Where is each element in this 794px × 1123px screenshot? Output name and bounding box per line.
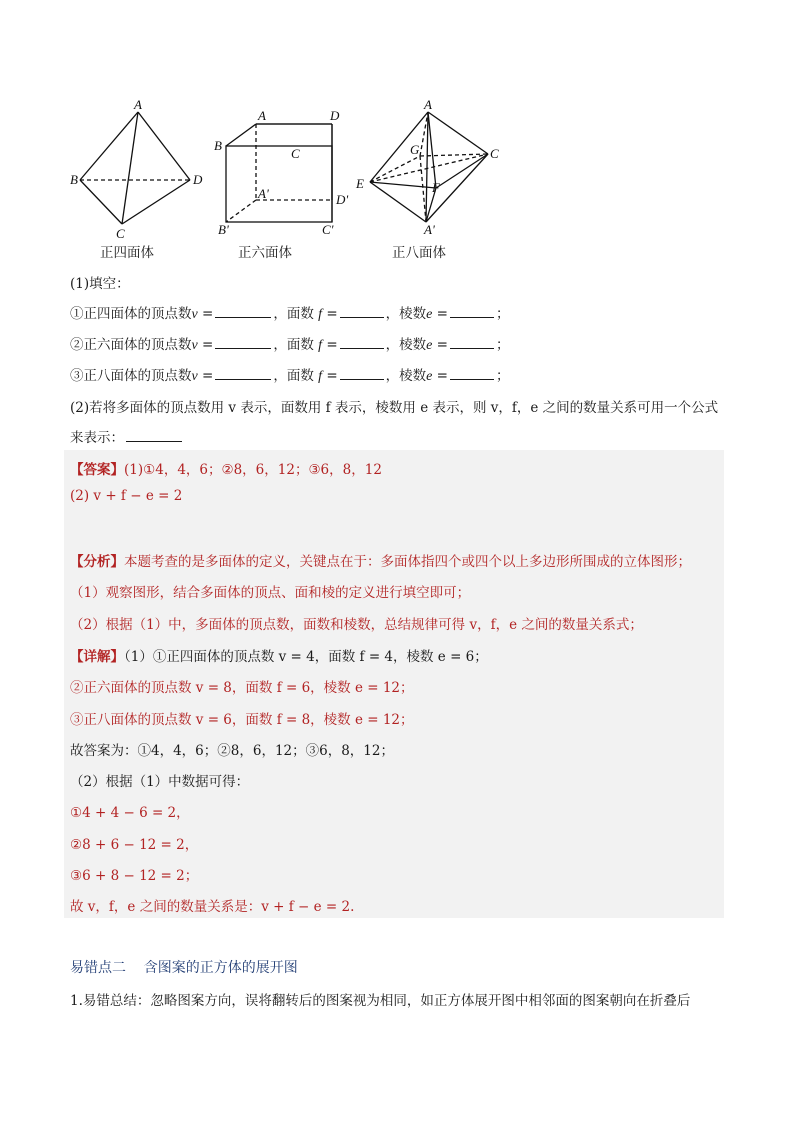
- answer-blank[interactable]: [450, 367, 494, 380]
- eq-sign: =: [436, 337, 448, 353]
- q1-row-2-prefix: ②正六面体的顶点数: [70, 337, 192, 353]
- tetra-label-d: D: [193, 172, 203, 187]
- q1-row-1-end: ；: [495, 306, 510, 322]
- analysis-line-1: [70, 550, 691, 570]
- detail-line-3: ③正八面体的顶点数 v = 6，面数 f = 8，棱数 e = 12；: [70, 712, 414, 728]
- octa-label-e: E: [356, 176, 364, 191]
- q1-row-3: [70, 364, 509, 385]
- var-f: f: [318, 307, 323, 322]
- var-v: v: [191, 307, 198, 322]
- q1-row-2-mid1: ，面数: [273, 337, 314, 353]
- detail-line-7: ②8 + 6 − 12 = 2，: [70, 837, 199, 853]
- analysis-text-1: 本题考查的是多面体的定义，关键点在于：多面体指四个或四个以上多边形所围成的立体图形；: [124, 554, 691, 570]
- answer-blank[interactable]: [450, 336, 494, 349]
- answer-blank[interactable]: [215, 305, 271, 318]
- var-e: e: [426, 307, 433, 322]
- answer-blank[interactable]: [215, 367, 271, 380]
- octa-label-a-prime: A': [424, 222, 435, 237]
- answer-blank[interactable]: [126, 429, 182, 442]
- cube-figure: [226, 124, 332, 222]
- detail-line-4: 故答案为：①4，4，6；②8，6，12；③6，8，12；: [70, 743, 394, 759]
- var-e: e: [426, 338, 433, 353]
- detail-line-5: （2）根据（1）中数据可得：: [70, 774, 250, 790]
- detail-line-6: ①4 + 4 − 6 = 2，: [70, 805, 190, 821]
- detail-line-1: [70, 645, 488, 665]
- cube-label-c-prime: C': [322, 222, 334, 237]
- detail-line-9: 故 v，f，e 之间的数量关系是：v + f − e = 2.: [70, 899, 355, 915]
- cube-label-a: A: [258, 108, 266, 123]
- answer-blank[interactable]: [340, 305, 384, 318]
- octa-label-f: F: [432, 180, 440, 195]
- eq-sign: =: [326, 337, 338, 353]
- answer-line-2: (2) v + f − e = 2: [70, 488, 183, 504]
- cube-label-a-prime: A': [258, 186, 269, 201]
- cube-label-b: B: [214, 138, 222, 153]
- analysis-line-3: （2）根据（1）中，多面体的顶点数，面数和棱数，总结规律可得 v，f，e 之间的数量关系式；: [70, 617, 643, 633]
- summary-line: 1.易错总结：忽略图案方向，误将翻转后的图案视为相同，如正方体展开图中相邻面的图案朝向在折叠后: [70, 993, 691, 1009]
- eq-sign: =: [436, 306, 448, 322]
- answer-blank[interactable]: [450, 305, 494, 318]
- q1-row-2-end: ；: [495, 337, 510, 353]
- cube-caption: 正六面体: [238, 245, 292, 261]
- octa-caption: 正八面体: [392, 245, 446, 261]
- var-f: f: [318, 369, 323, 384]
- answer-part-1: (1)①4，4，6；②8，6，12；③6，8，12: [124, 462, 382, 478]
- var-v: v: [191, 369, 198, 384]
- cube-label-b-prime: B': [218, 222, 229, 237]
- eq-sign: =: [436, 368, 448, 384]
- tetra-label-a: A: [134, 98, 142, 112]
- q1-intro: (1)填空：: [70, 276, 130, 292]
- q1-row-1-mid1: ，面数: [273, 306, 314, 322]
- q1-row-3-end: ；: [495, 368, 510, 384]
- q2-line-1: (2)若将多面体的顶点数用 v 表示，面数用 f 表示，棱数用 e 表示，则 v，f，e 之间的数量关系可用一个公式: [70, 400, 719, 416]
- eq-sign: =: [202, 306, 214, 322]
- detail-tag: 【详解】: [70, 649, 124, 665]
- answer-line-1: [70, 458, 382, 478]
- tetra-label-c: C: [116, 226, 125, 238]
- octa-label-c: C: [490, 146, 499, 161]
- section-heading: 易错点二 含图案的正方体的展开图: [70, 960, 298, 976]
- q2-line-2-text: 来表示：: [70, 430, 124, 446]
- octahedron-figure: [370, 112, 488, 222]
- q1-row-1-prefix: ①正四面体的顶点数: [70, 306, 192, 322]
- tetra-label-b: B: [70, 172, 78, 187]
- var-f: f: [318, 338, 323, 353]
- cube-label-d-prime: D': [336, 192, 349, 207]
- q1-row-1: [70, 302, 509, 323]
- eq-sign: =: [202, 337, 214, 353]
- var-v: v: [191, 338, 198, 353]
- q1-row-3-prefix: ③正八面体的顶点数: [70, 368, 192, 384]
- eq-sign: =: [326, 368, 338, 384]
- detail-text-1: （1）①正四面体的顶点数 v = 4，面数 f = 4，棱数 e = 6；: [124, 649, 488, 665]
- q2-line-2: [70, 426, 184, 446]
- q1-row-3-mid1: ，面数: [273, 368, 314, 384]
- detail-line-2: ②正六面体的顶点数 v = 8，面数 f = 6，棱数 e = 12；: [70, 680, 414, 696]
- q1-row-3-mid2: ，棱数: [385, 368, 427, 384]
- octa-label-a: A: [424, 98, 432, 112]
- answer-blank[interactable]: [215, 336, 271, 349]
- tetrahedron-figure: [80, 112, 190, 224]
- eq-sign: =: [202, 368, 214, 384]
- var-e: e: [426, 369, 433, 384]
- octa-label-g: G: [410, 142, 420, 157]
- q1-row-1-mid2: ，棱数: [385, 306, 427, 322]
- eq-sign: =: [326, 306, 338, 322]
- q1-row-2-mid2: ，棱数: [385, 337, 427, 353]
- polyhedra-figures: [60, 98, 520, 238]
- cube-label-d: D: [330, 108, 340, 123]
- q1-row-2: [70, 333, 509, 354]
- detail-line-8: ③6 + 8 − 12 = 2；: [70, 868, 199, 884]
- answer-tag: 【答案】: [70, 462, 124, 478]
- analysis-tag: 【分析】: [70, 554, 124, 570]
- answer-blank[interactable]: [340, 367, 384, 380]
- cube-label-c: C: [291, 146, 300, 161]
- tetra-caption: 正四面体: [100, 245, 154, 261]
- analysis-line-2: （1）观察图形，结合多面体的顶点、面和棱的定义进行填空即可；: [70, 585, 471, 601]
- answer-blank[interactable]: [340, 336, 384, 349]
